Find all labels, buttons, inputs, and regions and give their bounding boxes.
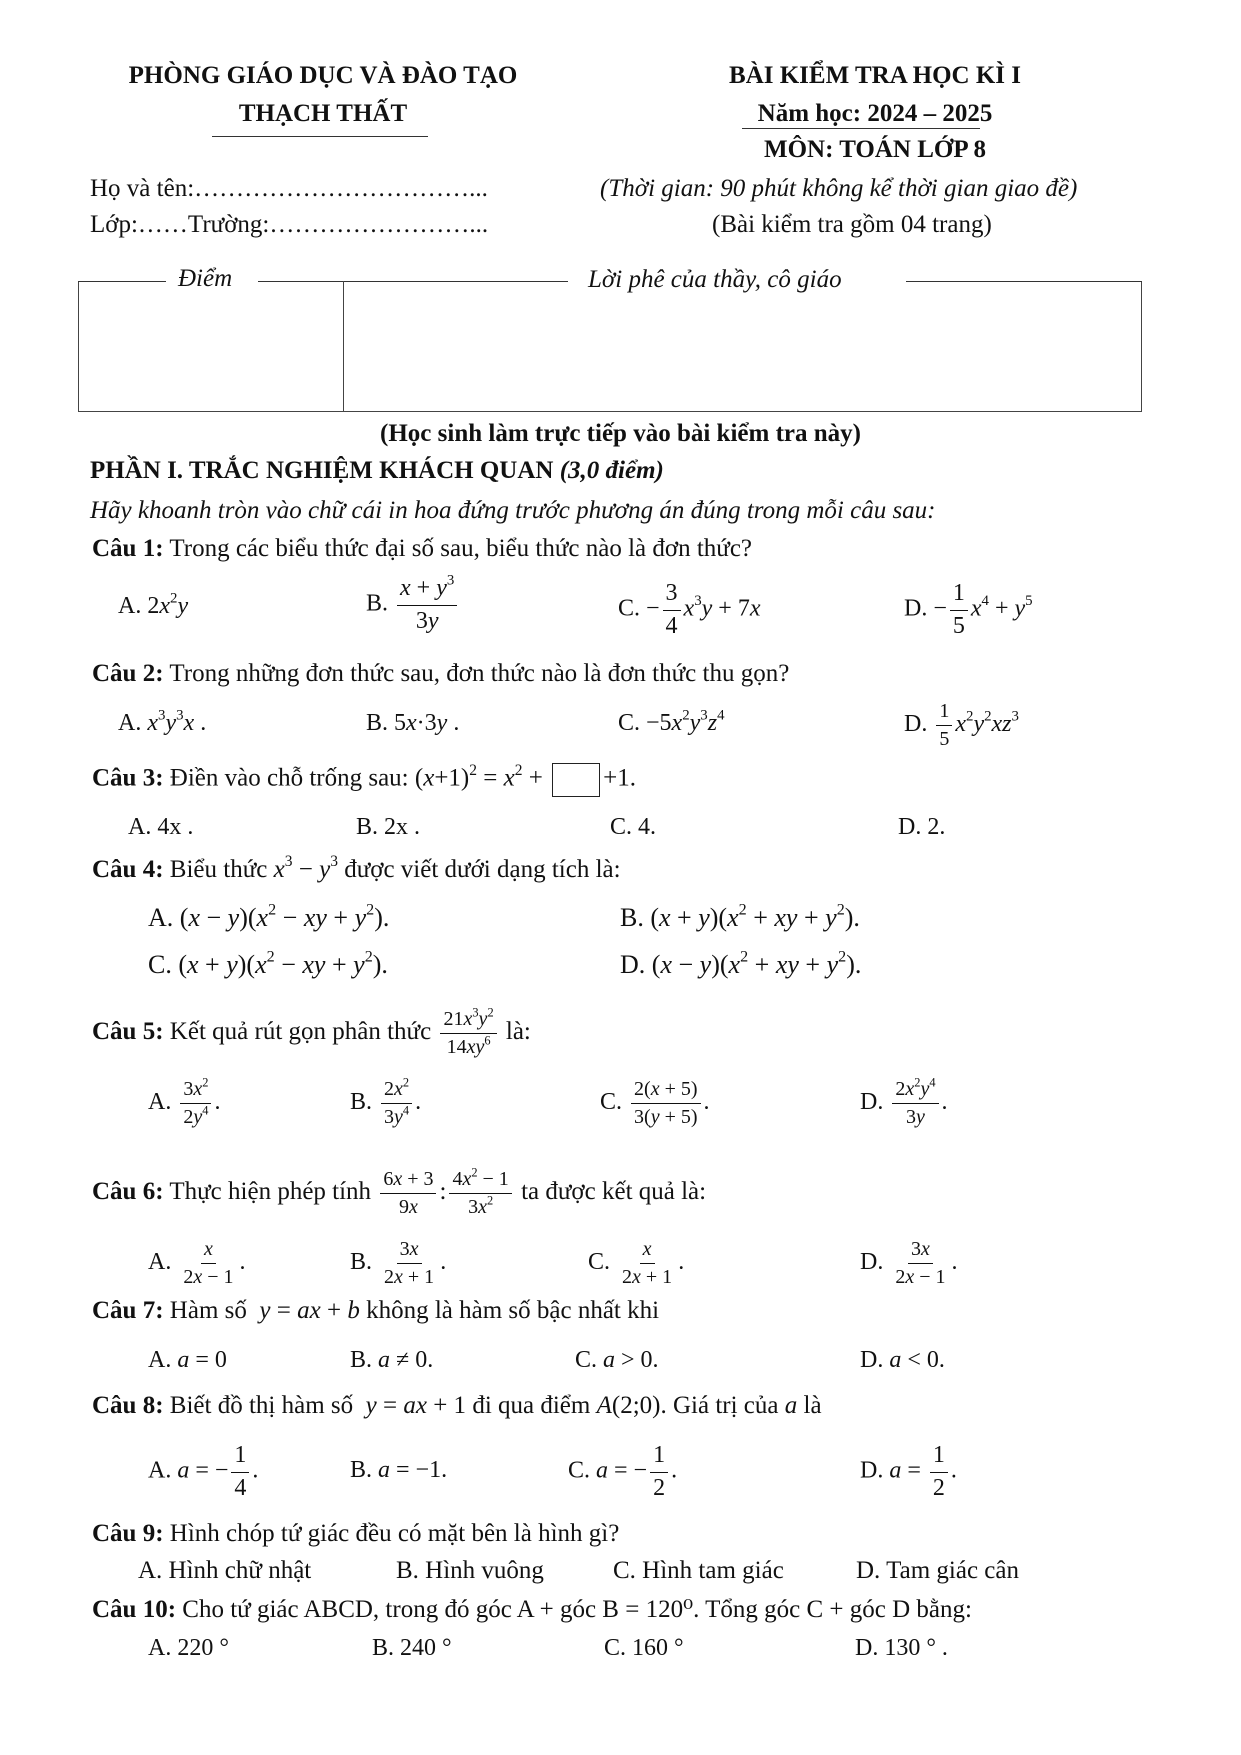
- q3-option-d[interactable]: D. 2.: [898, 814, 946, 840]
- department-name: PHÒNG GIÁO DỤC VÀ ĐÀO TẠO: [128, 62, 518, 89]
- q6-option-a[interactable]: A. $\frac{x}{2x - 1}$ .: [148, 1238, 246, 1288]
- direct-answer-note: (Học sinh làm trực tiếp vào bài kiểm tra này): [380, 420, 861, 447]
- q10-option-d[interactable]: D. 130 ° .: [855, 1635, 948, 1661]
- q10-option-b[interactable]: B. 240 °: [372, 1635, 452, 1661]
- q6-option-b[interactable]: B. $\frac{3x}{2x + 1}$ .: [350, 1238, 447, 1288]
- time-note: (Thời gian: 90 phút không kể thời gian giao đề): [600, 175, 1078, 202]
- q2-option-c[interactable]: C. $-5x^2y^3z^4$: [618, 707, 725, 736]
- fill-blank-box[interactable]: [552, 763, 600, 797]
- q2-option-d[interactable]: D. $\frac{1}{5}$ $x^2y^2xz^3$: [904, 700, 1019, 750]
- score-label: Điểm: [178, 265, 233, 292]
- q7-option-c[interactable]: C. a > 0.: [575, 1347, 659, 1373]
- question-2: Câu 2: Trong những đơn thức sau, đơn thức nào là đơn thức thu gọn?: [92, 660, 790, 687]
- q5-option-c[interactable]: C. $\frac{2(x + 5)}{3(y + 5)}$ .: [600, 1078, 710, 1128]
- q4-option-b[interactable]: B. $(x + y)(x^2$ + xy + $y^2$).: [620, 901, 860, 932]
- q5-option-d[interactable]: D. $\frac{2x^2y^4}{3y}$ .: [860, 1075, 948, 1128]
- q3-option-b[interactable]: B. 2x .: [356, 814, 421, 840]
- question-5: Câu 5: Kết quả rút gọn phân thức $\frac{21x^3y^2}{14xy^6}$ là:: [92, 1005, 531, 1058]
- box-divider: [343, 281, 344, 412]
- class-school-field: Lớp:……Trường:……………………...: [90, 211, 489, 238]
- q7-option-b[interactable]: B. a ≠ 0.: [350, 1347, 434, 1373]
- subject: MÔN: TOÁN LỚP 8: [763, 136, 986, 163]
- q1-option-c[interactable]: C. − $\frac{3}{4}$ $x^3y + 7x$: [618, 580, 761, 639]
- q1-option-a[interactable]: A. $2x^2y$: [118, 590, 189, 619]
- q9-option-c[interactable]: C. Hình tam giác: [613, 1557, 784, 1584]
- q7-option-a[interactable]: A. a = 0: [148, 1347, 227, 1373]
- section-instruction: Hãy khoanh tròn vào chữ cái in hoa đứng trước phương án đúng trong mỗi câu sau:: [90, 497, 936, 524]
- question-3: Câu 3: Điền vào chỗ trống sau: $(x+1)^2 = x^2 + +1$.: [92, 763, 636, 797]
- q5-option-a[interactable]: A. $\frac{3x^2}{2y^4}$ .: [148, 1075, 221, 1128]
- question-7: Câu 7: Hàm số y = ax + b không là hàm số bậc nhất khi: [92, 1297, 660, 1324]
- section-points: (3,0 điểm): [559, 457, 664, 484]
- q8-option-d[interactable]: D. a = $\frac{1}{2}$ .: [860, 1442, 957, 1501]
- q3-option-c[interactable]: C. 4.: [610, 814, 657, 840]
- q9-option-d[interactable]: D. Tam giác cân: [856, 1557, 1020, 1584]
- question-9: Câu 9: Hình chóp tứ giác đều có mặt bên là hình gì?: [92, 1520, 620, 1547]
- q4-option-a[interactable]: A. $(x - y)(x^2$ − xy + $y^2$).: [148, 901, 390, 932]
- question-4: Câu 4: Biểu thức $x^3 - y^3$ được viết dưới dạng tích là:: [92, 853, 621, 883]
- question-8: Câu 8: Biết đồ thị hàm số y = ax + 1 đi qua điểm A(2;0). Giá trị của a là: [92, 1392, 822, 1419]
- score-comment-box: [78, 281, 1142, 412]
- question-10: Câu 10: Cho tứ giác ABCD, trong đó góc A + góc B = 120⁰. Tổng góc C + góc D bằng:: [92, 1596, 972, 1623]
- school-year: Năm học: 2024 – 2025: [757, 100, 993, 127]
- q4-option-d[interactable]: D. $(x - y)(x^2$ + xy + $y^2$).: [620, 948, 862, 979]
- q6-option-c[interactable]: C. $\frac{x}{2x + 1}$ .: [588, 1238, 685, 1288]
- comment-label: Lời phê của thầy, cô giáo: [588, 266, 842, 293]
- q8-option-c[interactable]: C. a = − $\frac{1}{2}$ .: [568, 1442, 678, 1501]
- student-name-field: Họ và tên:……………………………...: [90, 175, 488, 202]
- q10-option-a[interactable]: A. 220 °: [148, 1635, 229, 1661]
- q10-option-c[interactable]: C. 160 °: [604, 1635, 684, 1661]
- q9-option-b[interactable]: B. Hình vuông: [396, 1557, 544, 1584]
- header-underline-right: [742, 128, 980, 129]
- section-title: PHẦN I. TRẮC NGHIỆM KHÁCH QUAN (3,0 điểm): [90, 457, 664, 484]
- q1-option-d[interactable]: D. − $\frac{1}{5}$ $x^4 + y^5$: [904, 580, 1033, 639]
- exam-title: BÀI KIỂM TRA HỌC KÌ I: [729, 62, 1021, 89]
- q5-option-b[interactable]: B. $\frac{2x^2}{3y^4}$ .: [350, 1075, 422, 1128]
- q8-option-b[interactable]: B. a = −1.: [350, 1457, 448, 1483]
- pages-note: (Bài kiểm tra gồm 04 trang): [712, 211, 992, 238]
- q9-option-a[interactable]: A. Hình chữ nhật: [138, 1557, 312, 1584]
- q8-option-a[interactable]: A. a = − $\frac{1}{4}$ .: [148, 1442, 259, 1501]
- q1-option-b[interactable]: B. $\frac{x + y^3}{3y}$: [366, 575, 460, 635]
- q3-option-a[interactable]: A. 4x .: [128, 814, 194, 840]
- q4-option-c[interactable]: C. $(x + y)(x^2$ − xy + $y^2$).: [148, 948, 388, 979]
- q2-option-b[interactable]: B. 5x·3y .: [366, 710, 460, 736]
- q6-option-d[interactable]: D. $\frac{3x}{2x - 1}$ .: [860, 1238, 958, 1288]
- question-1: Câu 1: Trong các biểu thức đại số sau, biểu thức nào là đơn thức?: [92, 535, 753, 562]
- district-name: THẠCH THẤT: [238, 100, 408, 127]
- header-underline-left: [212, 136, 428, 137]
- question-6: Câu 6: Thực hiện phép tính $\frac{6x + 3}{9x}$ : $\frac{4x^2 - 1}{3x^2}$ ta được kết quả là:: [92, 1165, 707, 1218]
- q2-option-a[interactable]: A. $x^3y^3x$ .: [118, 707, 207, 736]
- q7-option-d[interactable]: D. a < 0.: [860, 1347, 945, 1373]
